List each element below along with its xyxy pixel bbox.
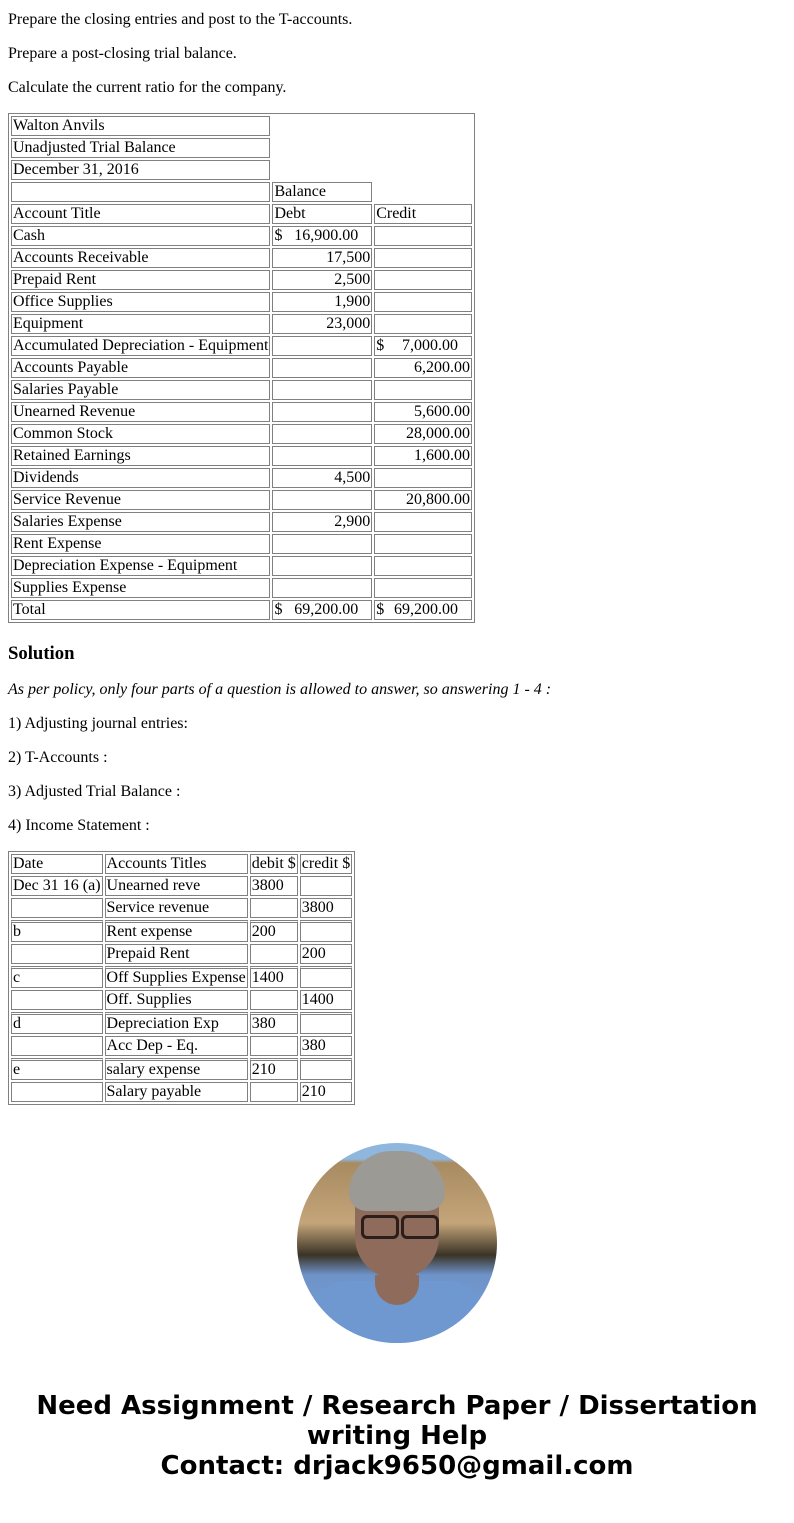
journal-debit xyxy=(250,1036,298,1056)
credit-cell xyxy=(374,578,472,598)
credit-cell xyxy=(374,512,472,532)
table-row xyxy=(11,512,472,532)
journal-row xyxy=(11,1058,352,1080)
account-title: Salaries Payable xyxy=(11,380,270,400)
total-debit xyxy=(272,600,372,620)
debit-cell xyxy=(272,446,372,466)
table-row xyxy=(11,490,472,510)
table-row xyxy=(11,270,472,290)
journal-credit xyxy=(300,920,352,942)
journal-date: Dec 31 16 (a) xyxy=(13,877,101,894)
unadjusted-trial-balance-table xyxy=(8,113,475,623)
promo-line-2: writing Help xyxy=(306,1421,488,1451)
promo-contact: Contact: drjack9650@gmail.com xyxy=(160,1451,634,1481)
journal-credit: 1400 xyxy=(300,990,352,1010)
journal-account: Depreciation Exp xyxy=(105,1012,248,1034)
account-title: Rent Expense xyxy=(11,534,270,554)
account-title: Retained Earnings xyxy=(11,446,270,466)
promo-banner xyxy=(8,1391,786,1481)
credit-cell xyxy=(374,314,472,334)
debit-cell xyxy=(272,534,372,554)
journal-account: Service revenue xyxy=(105,898,248,918)
journal-account: Salary payable xyxy=(105,1082,248,1102)
intro-line-3: Calculate the current ratio for the company. xyxy=(8,79,287,96)
journal-header-debit: debit $ xyxy=(251,855,296,872)
table-row xyxy=(11,468,472,488)
journal-credit: 200 xyxy=(300,944,352,964)
credit-cell xyxy=(374,556,472,576)
journal-debit: 3800 xyxy=(250,876,298,896)
journal-date xyxy=(11,944,103,964)
debit-cell xyxy=(272,578,372,598)
table-row xyxy=(11,402,472,422)
account-title: Salaries Expense xyxy=(11,512,270,532)
solution-part-3: 3) Adjusted Trial Balance : xyxy=(8,783,181,800)
table-row xyxy=(11,424,472,444)
table-row xyxy=(11,314,472,334)
debit-cell xyxy=(272,358,372,378)
solution-part-1: 1) Adjusting journal entries: xyxy=(8,715,188,732)
journal-credit xyxy=(300,1012,352,1034)
journal-header-date: Date xyxy=(11,854,103,874)
journal-debit xyxy=(250,990,298,1010)
empty-cell xyxy=(11,182,270,202)
credit-cell xyxy=(374,270,472,290)
solution-part-2: 2) T-Accounts : xyxy=(8,749,108,766)
account-title: Equipment xyxy=(11,314,270,334)
credit-cell xyxy=(374,248,472,268)
account-title: Prepaid Rent xyxy=(11,270,270,290)
amount: 7,000.00 xyxy=(402,337,458,354)
journal-header-row xyxy=(11,854,352,874)
journal-account: Rent expense xyxy=(105,920,248,942)
journal-entry xyxy=(11,876,352,918)
solution-heading: Solution xyxy=(8,643,75,664)
journal-debit xyxy=(250,944,298,964)
journal-credit xyxy=(300,966,352,988)
journal-credit: 210 xyxy=(300,1082,352,1102)
credit-cell xyxy=(374,226,472,246)
policy-note: As per policy, only four parts of a question is allowed to answer, so answering 1 - 4 : xyxy=(8,681,552,698)
journal-entry xyxy=(11,966,352,1010)
journal-debit: 210 xyxy=(250,1058,298,1080)
debit-cell: 4,500 xyxy=(272,468,372,488)
account-title: Common Stock xyxy=(11,424,270,444)
journal-account: Acc Dep - Eq. xyxy=(105,1036,248,1056)
total-label: Total xyxy=(11,600,270,620)
amount: 69,200.00 xyxy=(294,601,359,618)
journal-debit: 1400 xyxy=(250,966,298,988)
dollar-sign: $ xyxy=(274,227,283,244)
journal-date: e xyxy=(11,1058,103,1080)
credit-cell: 5,600.00 xyxy=(374,402,472,422)
journal-row xyxy=(11,920,352,942)
debit-cell: 23,000 xyxy=(272,314,372,334)
intro-line-2: Prepare a post-closing trial balance. xyxy=(8,45,237,62)
credit-cell: 20,800.00 xyxy=(374,490,472,510)
journal-date xyxy=(11,990,103,1010)
journal-date: b xyxy=(11,920,103,942)
journal-account: Off Supplies Expense xyxy=(105,966,248,988)
solution-part-4: 4) Income Statement : xyxy=(8,817,150,834)
debit-cell xyxy=(272,402,372,422)
account-title: Accumulated Depreciation - Equipment xyxy=(13,337,269,354)
credit-cell: 1,600.00 xyxy=(374,446,472,466)
debit-cell xyxy=(272,226,372,246)
account-title: Accounts Receivable xyxy=(11,248,270,268)
table-row xyxy=(11,578,472,598)
journal-account: Off. Supplies xyxy=(105,990,248,1010)
journal-entry xyxy=(11,1012,352,1056)
account-title: Dividends xyxy=(11,468,270,488)
journal-credit xyxy=(300,1058,352,1080)
journal-row xyxy=(11,966,352,988)
journal-debit xyxy=(250,898,298,918)
account-title: Office Supplies xyxy=(11,292,270,312)
table-row xyxy=(11,556,472,576)
table-row xyxy=(11,336,472,356)
journal-row xyxy=(11,944,352,964)
account-title: Supplies Expense xyxy=(11,578,270,598)
table-row xyxy=(11,226,472,246)
author-avatar-photo xyxy=(297,1143,497,1343)
account-title: Depreciation Expense - Equipment xyxy=(11,556,270,576)
journal-header-credit: credit $ xyxy=(301,855,351,872)
journal-account: Unearned reve xyxy=(105,876,248,896)
amount: 16,900.00 xyxy=(294,227,359,244)
statement-title: Unadjusted Trial Balance xyxy=(11,138,270,158)
journal-header-account: Accounts Titles xyxy=(105,854,248,874)
journal-row xyxy=(11,1012,352,1034)
total-row xyxy=(11,600,472,620)
glasses-icon xyxy=(361,1215,399,1239)
column-header-row xyxy=(11,204,472,224)
balance-header: Balance xyxy=(272,182,372,202)
journal-debit: 200 xyxy=(250,920,298,942)
journal-entry xyxy=(11,1058,352,1102)
journal-row xyxy=(11,1082,352,1102)
adjusting-journal-table xyxy=(8,851,355,1105)
account-title: Cash xyxy=(11,226,270,246)
journal-entry xyxy=(11,920,352,964)
column-header-debit: Debt xyxy=(272,204,372,224)
debit-cell xyxy=(272,336,372,356)
journal-debit: 380 xyxy=(250,1012,298,1034)
debit-cell xyxy=(272,556,372,576)
credit-cell: 6,200.00 xyxy=(374,358,472,378)
journal-credit xyxy=(300,876,352,896)
credit-cell: 28,000.00 xyxy=(374,424,472,444)
statement-date: December 31, 2016 xyxy=(11,160,270,180)
journal-date: c xyxy=(11,966,103,988)
debit-cell: 2,900 xyxy=(272,512,372,532)
credit-cell xyxy=(374,534,472,554)
journal-date xyxy=(11,1036,103,1056)
debit-cell: 2,500 xyxy=(272,270,372,290)
table-row xyxy=(11,358,472,378)
column-header-account: Account Title xyxy=(11,204,270,224)
journal-account: Prepaid Rent xyxy=(105,944,248,964)
company-name: Walton Anvils xyxy=(11,116,270,136)
journal-date xyxy=(11,898,103,918)
dollar-sign: $ xyxy=(376,337,385,354)
debit-cell xyxy=(272,380,372,400)
promo-line-1: Need Assignment / Research Paper / Dissertation xyxy=(36,1391,758,1421)
intro-line-1: Prepare the closing entries and post to the T-accounts. xyxy=(8,11,353,28)
credit-cell xyxy=(374,380,472,400)
debit-cell: 17,500 xyxy=(272,248,372,268)
journal-account: salary expense xyxy=(105,1058,248,1080)
debit-cell xyxy=(272,424,372,444)
dollar-sign: $ xyxy=(274,601,283,618)
journal-row xyxy=(11,898,352,918)
table-row xyxy=(11,446,472,466)
journal-row xyxy=(11,1036,352,1056)
journal-row xyxy=(11,990,352,1010)
debit-cell xyxy=(272,490,372,510)
table-row xyxy=(11,292,472,312)
journal-row xyxy=(11,876,352,896)
amount: 69,200.00 xyxy=(394,601,458,618)
account-title: Unearned Revenue xyxy=(11,402,270,422)
table-row xyxy=(11,248,472,268)
table-row xyxy=(11,380,472,400)
column-header-credit: Credit xyxy=(374,204,472,224)
account-title: Accounts Payable xyxy=(11,358,270,378)
credit-cell xyxy=(374,292,472,312)
table-row xyxy=(11,534,472,554)
total-credit xyxy=(374,600,472,620)
journal-date xyxy=(11,1082,103,1102)
account-title: Service Revenue xyxy=(11,490,270,510)
debit-cell: 1,900 xyxy=(272,292,372,312)
journal-date: d xyxy=(11,1012,103,1034)
credit-cell xyxy=(374,468,472,488)
journal-credit: 3800 xyxy=(300,898,352,918)
journal-credit: 380 xyxy=(300,1036,352,1056)
credit-cell xyxy=(374,336,472,356)
dollar-sign: $ xyxy=(376,601,385,618)
journal-debit xyxy=(250,1082,298,1102)
